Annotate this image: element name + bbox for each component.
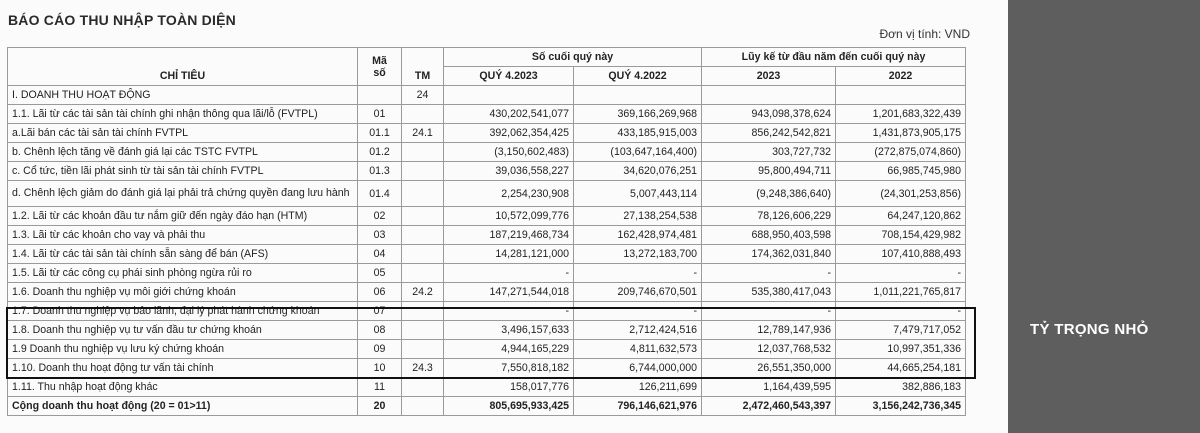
- row-code: 11: [358, 378, 402, 397]
- table-row: [8, 378, 966, 397]
- row-q4-2022: 433,185,915,003: [574, 124, 702, 143]
- row-q4-2022: 34,620,076,251: [574, 162, 702, 181]
- row-code: 07: [358, 302, 402, 321]
- row-year-2022: -: [836, 264, 966, 283]
- row-tm: 24.2: [402, 283, 444, 302]
- row-tm: [402, 245, 444, 264]
- row-q4-2022: -: [574, 302, 702, 321]
- table-row: [8, 181, 966, 207]
- row-q4-2023: 4,944,165,229: [444, 340, 574, 359]
- row-tm: [402, 264, 444, 283]
- row-year-2022: 708,154,429,982: [836, 226, 966, 245]
- row-tm: 24.3: [402, 359, 444, 378]
- table-row: [8, 105, 966, 124]
- row-year-2023: 2,472,460,543,397: [702, 397, 836, 416]
- row-q4-2022: 6,744,000,000: [574, 359, 702, 378]
- row-q4-2023: 147,271,544,018: [444, 283, 574, 302]
- row-label: 1.6. Doanh thu nghiệp vụ môi giới chứng khoán: [8, 283, 358, 302]
- row-tm: [402, 226, 444, 245]
- row-tm: [402, 181, 444, 207]
- row-q4-2023: (3,150,602,483): [444, 143, 574, 162]
- row-q4-2023: 7,550,818,182: [444, 359, 574, 378]
- row-label: 1.1. Lãi từ các tài sản tài chính ghi nhận thông qua lãi/lỗ (FVTPL): [8, 105, 358, 124]
- table-row: [8, 226, 966, 245]
- row-q4-2022: 796,146,621,976: [574, 397, 702, 416]
- row-label: 1.4. Lãi từ các tài sản tài chính sẵn sàng để bán (AFS): [8, 245, 358, 264]
- row-year-2022: 7,479,717,052: [836, 321, 966, 340]
- row-code: 05: [358, 264, 402, 283]
- side-panel: [1008, 0, 1200, 433]
- row-year-2022: -: [836, 302, 966, 321]
- row-q4-2023: [444, 86, 574, 105]
- row-label: d. Chênh lệch giảm do đánh giá lại phải trả chứng quyền đang lưu hành: [8, 181, 358, 207]
- row-code: 01: [358, 105, 402, 124]
- table-row: [8, 245, 966, 264]
- row-year-2022: 1,431,873,905,175: [836, 124, 966, 143]
- table-row: [8, 302, 966, 321]
- row-year-2023: 174,362,031,840: [702, 245, 836, 264]
- row-year-2022: 1,011,221,765,817: [836, 283, 966, 302]
- row-label: 1.11. Thu nhập hoạt động khác: [8, 378, 358, 397]
- row-year-2023: (9,248,386,640): [702, 181, 836, 207]
- row-code: 08: [358, 321, 402, 340]
- header-luy-ke: Lũy kế từ đầu năm đến cuối quý này: [702, 48, 966, 67]
- row-year-2022: 44,665,254,181: [836, 359, 966, 378]
- row-q4-2023: 3,496,157,633: [444, 321, 574, 340]
- row-tm: [402, 105, 444, 124]
- row-q4-2023: 158,017,776: [444, 378, 574, 397]
- row-q4-2023: 14,281,121,000: [444, 245, 574, 264]
- row-year-2022: 10,997,351,336: [836, 340, 966, 359]
- header-ma-so-line2: số: [373, 66, 386, 79]
- row-q4-2022: 13,272,183,700: [574, 245, 702, 264]
- row-q4-2023: 2,254,230,908: [444, 181, 574, 207]
- row-year-2022: 64,247,120,862: [836, 207, 966, 226]
- row-q4-2022: (103,647,164,400): [574, 143, 702, 162]
- row-tm: [402, 302, 444, 321]
- row-q4-2022: 162,428,974,481: [574, 226, 702, 245]
- row-code: 01.2: [358, 143, 402, 162]
- row-year-2023: 688,950,403,598: [702, 226, 836, 245]
- header-chi-tieu: CHỈ TIÊU: [8, 48, 358, 86]
- row-q4-2022: 4,811,632,573: [574, 340, 702, 359]
- row-label: 1.5. Lãi từ các công cụ phái sinh phòng ngừa rủi ro: [8, 264, 358, 283]
- row-code: 03: [358, 226, 402, 245]
- row-tm: [402, 143, 444, 162]
- row-year-2023: 95,800,494,711: [702, 162, 836, 181]
- header-q4-2023: QUÝ 4.2023: [444, 67, 574, 86]
- row-code: [358, 86, 402, 105]
- row-year-2022: 1,201,683,322,439: [836, 105, 966, 124]
- row-label: I. DOANH THU HOẠT ĐỘNG: [8, 86, 358, 105]
- table-row: [8, 283, 966, 302]
- row-q4-2023: -: [444, 302, 574, 321]
- row-tm: [402, 340, 444, 359]
- row-q4-2023: 187,219,468,734: [444, 226, 574, 245]
- table-row: [8, 207, 966, 226]
- row-year-2023: 26,551,350,000: [702, 359, 836, 378]
- row-q4-2023: 10,572,099,776: [444, 207, 574, 226]
- table-row: [8, 340, 966, 359]
- header-so-cuoi-quy: Số cuối quý này: [444, 48, 702, 67]
- row-year-2022: (24,301,253,856): [836, 181, 966, 207]
- row-label: 1.9 Doanh thu nghiệp vụ lưu ký chứng khoán: [8, 340, 358, 359]
- row-year-2023: 943,098,378,624: [702, 105, 836, 124]
- row-tm: [402, 378, 444, 397]
- row-year-2023: 78,126,606,229: [702, 207, 836, 226]
- row-q4-2022: -: [574, 264, 702, 283]
- table-row: [8, 86, 966, 105]
- row-year-2023: -: [702, 302, 836, 321]
- row-q4-2022: 209,746,670,501: [574, 283, 702, 302]
- row-q4-2023: 430,202,541,077: [444, 105, 574, 124]
- row-year-2023: 856,242,542,821: [702, 124, 836, 143]
- row-q4-2023: 805,695,933,425: [444, 397, 574, 416]
- row-label: a.Lãi bán các tài sản tài chính FVTPL: [8, 124, 358, 143]
- header-ma-so-line1: Mã: [372, 54, 387, 67]
- row-label: 1.3. Lãi từ các khoản cho vay và phải thu: [8, 226, 358, 245]
- row-q4-2022: 126,211,699: [574, 378, 702, 397]
- row-code: 20: [358, 397, 402, 416]
- row-year-2023: [702, 86, 836, 105]
- row-tm: 24: [402, 86, 444, 105]
- row-code: 02: [358, 207, 402, 226]
- header-year-2022: 2022: [836, 67, 966, 86]
- row-label: 1.2. Lãi từ các khoản đầu tư nắm giữ đến ngày đáo hạn (HTM): [8, 207, 358, 226]
- row-year-2022: (272,875,074,860): [836, 143, 966, 162]
- row-code: 10: [358, 359, 402, 378]
- row-tm: [402, 162, 444, 181]
- row-code: 04: [358, 245, 402, 264]
- row-q4-2022: 369,166,269,968: [574, 105, 702, 124]
- row-q4-2023: 39,036,558,227: [444, 162, 574, 181]
- header-tm: TM: [402, 48, 444, 86]
- row-year-2023: 535,380,417,043: [702, 283, 836, 302]
- income-statement-table: [7, 47, 966, 416]
- row-year-2023: 1,164,439,595: [702, 378, 836, 397]
- row-year-2023: -: [702, 264, 836, 283]
- row-label: 1.8. Doanh thu nghiệp vụ tư vấn đầu tư chứng khoán: [8, 321, 358, 340]
- row-q4-2023: -: [444, 264, 574, 283]
- row-year-2023: 303,727,732: [702, 143, 836, 162]
- header-ma-so: [358, 48, 402, 86]
- row-year-2022: [836, 86, 966, 105]
- table-row: [8, 143, 966, 162]
- document-title: BÁO CÁO THU NHẬP TOÀN DIỆN: [8, 12, 236, 28]
- row-year-2022: 3,156,242,736,345: [836, 397, 966, 416]
- table-row: [8, 264, 966, 283]
- side-panel-label: TỶ TRỌNG NHỎ: [1030, 321, 1149, 338]
- row-label: 1.10. Doanh thu hoạt động tư vấn tài chính: [8, 359, 358, 378]
- table-row: [8, 359, 966, 378]
- table-row: [8, 321, 966, 340]
- row-code: 01.1: [358, 124, 402, 143]
- row-tm: [402, 207, 444, 226]
- table-row: [8, 124, 966, 143]
- row-label: Cộng doanh thu hoạt động (20 = 01>11): [8, 397, 358, 416]
- row-code: 06: [358, 283, 402, 302]
- row-label: 1.7. Doanh thu nghiệp vụ bảo lãnh, đại lý phát hành chứng khoán: [8, 302, 358, 321]
- row-year-2023: 12,789,147,936: [702, 321, 836, 340]
- row-tm: [402, 397, 444, 416]
- table-body: [8, 86, 966, 416]
- row-q4-2022: [574, 86, 702, 105]
- row-code: 01.3: [358, 162, 402, 181]
- row-q4-2022: 2,712,424,516: [574, 321, 702, 340]
- row-q4-2023: 392,062,354,425: [444, 124, 574, 143]
- row-year-2022: 107,410,888,493: [836, 245, 966, 264]
- row-q4-2022: 27,138,254,538: [574, 207, 702, 226]
- row-code: 09: [358, 340, 402, 359]
- row-year-2023: 12,037,768,532: [702, 340, 836, 359]
- header-year-2023: 2023: [702, 67, 836, 86]
- row-q4-2022: 5,007,443,114: [574, 181, 702, 207]
- row-code: 01.4: [358, 181, 402, 207]
- table-row: [8, 162, 966, 181]
- row-year-2022: 66,985,745,980: [836, 162, 966, 181]
- row-year-2022: 382,886,183: [836, 378, 966, 397]
- currency-unit-note: Đơn vị tính: VND: [879, 27, 970, 41]
- row-tm: [402, 321, 444, 340]
- row-label: c. Cổ tức, tiền lãi phát sinh từ tài sản tài chính FVTPL: [8, 162, 358, 181]
- header-q4-2022: QUÝ 4.2022: [574, 67, 702, 86]
- table-row: [8, 397, 966, 416]
- row-label: b. Chênh lệch tăng về đánh giá lại các TSTC FVTPL: [8, 143, 358, 162]
- row-tm: 24.1: [402, 124, 444, 143]
